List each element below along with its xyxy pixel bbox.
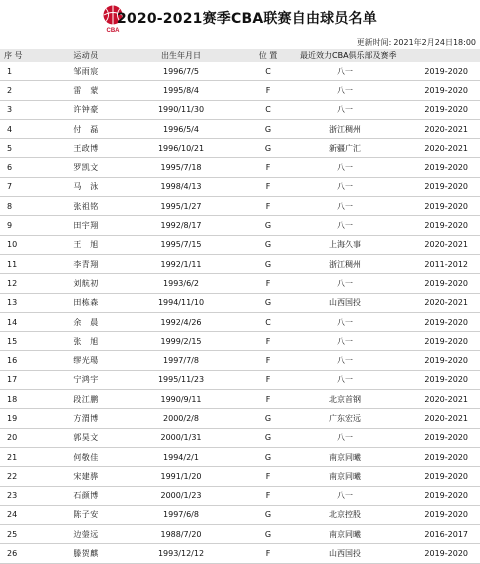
cell-player-name: 许钟豪 xyxy=(46,100,126,119)
cell-season: 2019-2020 xyxy=(390,544,480,563)
cell-club: 新疆广汇 xyxy=(300,139,390,158)
cell-position: F xyxy=(236,370,300,389)
cell-season: 2019-2020 xyxy=(390,505,480,524)
cell-birthdate: 1995/1/27 xyxy=(126,197,236,216)
cell-player-name: 刘航初 xyxy=(46,274,126,293)
cell-club: 广东宏远 xyxy=(300,409,390,428)
cell-position: F xyxy=(236,544,300,563)
cell-club: 八一 xyxy=(300,332,390,351)
cell-player-name: 余 晨 xyxy=(46,312,126,331)
cell-club: 八一 xyxy=(300,158,390,177)
cell-birthdate: 1995/11/23 xyxy=(126,370,236,389)
cell-club: 南京同曦 xyxy=(300,467,390,486)
cell-index: 21 xyxy=(0,447,46,466)
table-row xyxy=(0,428,480,447)
cell-index: 8 xyxy=(0,197,46,216)
cell-season: 2019-2020 xyxy=(390,100,480,119)
cell-birthdate: 1995/8/4 xyxy=(126,81,236,100)
cell-season: 2016-2017 xyxy=(390,525,480,544)
cell-club: 八一 xyxy=(300,177,390,196)
cell-index: 3 xyxy=(0,100,46,119)
cell-club: 八一 xyxy=(300,81,390,100)
cell-season: 2019-2020 xyxy=(390,467,480,486)
cell-position: F xyxy=(236,197,300,216)
cell-player-name: 滕贺麒 xyxy=(46,544,126,563)
table-row xyxy=(0,81,480,100)
cell-player-name: 缪光瑒 xyxy=(46,351,126,370)
cell-position: G xyxy=(236,525,300,544)
cell-birthdate: 1998/4/13 xyxy=(126,177,236,196)
cell-index: 13 xyxy=(0,293,46,312)
cell-season: 2019-2020 xyxy=(390,177,480,196)
cell-birthdate: 1995/7/18 xyxy=(126,158,236,177)
cell-club: 八一 xyxy=(300,216,390,235)
table-row xyxy=(0,119,480,138)
cell-season: 2019-2020 xyxy=(390,351,480,370)
cell-position: G xyxy=(236,254,300,273)
cell-club: 北京首钢 xyxy=(300,390,390,409)
cell-position: C xyxy=(236,62,300,81)
cell-season: 2019-2020 xyxy=(390,332,480,351)
cell-position: G xyxy=(236,505,300,524)
cell-season: 2019-2020 xyxy=(390,274,480,293)
cell-club: 八一 xyxy=(300,370,390,389)
cell-position: F xyxy=(236,486,300,505)
cell-position: G xyxy=(236,409,300,428)
cell-club: 八一 xyxy=(300,428,390,447)
cell-season: 2019-2020 xyxy=(390,81,480,100)
cell-season: 2020-2021 xyxy=(390,409,480,428)
header-index: 序 号 xyxy=(0,49,46,62)
cell-club: 浙江稠州 xyxy=(300,119,390,138)
cell-position: G xyxy=(236,447,300,466)
cell-index: 12 xyxy=(0,274,46,293)
page-title: 2020-2021赛季CBA联赛自由球员名单 xyxy=(117,11,377,27)
cell-index: 19 xyxy=(0,409,46,428)
cell-birthdate: 1993/6/2 xyxy=(126,274,236,293)
cell-player-name: 李青翔 xyxy=(46,254,126,273)
cell-season: 2019-2020 xyxy=(390,486,480,505)
header-birthdate: 出生年月日 xyxy=(126,49,236,62)
cell-club: 北京控股 xyxy=(300,505,390,524)
cell-club: 八一 xyxy=(300,62,390,81)
cell-index: 24 xyxy=(0,505,46,524)
header-club-season: 最近效力CBA俱乐部及赛季 xyxy=(300,49,480,62)
table-row xyxy=(0,216,480,235)
cell-season: 2020-2021 xyxy=(390,235,480,254)
cell-birthdate: 1996/10/21 xyxy=(126,139,236,158)
table-row xyxy=(0,351,480,370)
cell-club: 八一 xyxy=(300,312,390,331)
cell-position: G xyxy=(236,428,300,447)
cell-player-name: 罗凯文 xyxy=(46,158,126,177)
cell-club: 浙江稠州 xyxy=(300,254,390,273)
cell-birthdate: 1999/2/15 xyxy=(126,332,236,351)
cell-player-name: 段江鹏 xyxy=(46,390,126,409)
cell-player-name: 雷 蒙 xyxy=(46,81,126,100)
table-row xyxy=(0,390,480,409)
cell-player-name: 陈子安 xyxy=(46,505,126,524)
table-row xyxy=(0,505,480,524)
table-row xyxy=(0,177,480,196)
cell-season: 2019-2020 xyxy=(390,158,480,177)
cell-index: 22 xyxy=(0,467,46,486)
cell-birthdate: 2000/1/23 xyxy=(126,486,236,505)
table-row xyxy=(0,544,480,563)
cell-index: 14 xyxy=(0,312,46,331)
cell-club: 山西国投 xyxy=(300,293,390,312)
cell-birthdate: 1991/1/20 xyxy=(126,467,236,486)
cell-position: F xyxy=(236,351,300,370)
cell-birthdate: 1996/5/4 xyxy=(126,119,236,138)
cell-position: G xyxy=(236,216,300,235)
cell-position: C xyxy=(236,100,300,119)
cell-birthdate: 1997/6/8 xyxy=(126,505,236,524)
cell-player-name: 王 旭 xyxy=(46,235,126,254)
cell-player-name: 马 泳 xyxy=(46,177,126,196)
cell-index: 25 xyxy=(0,525,46,544)
cell-player-name: 石颜博 xyxy=(46,486,126,505)
cell-club: 八一 xyxy=(300,274,390,293)
svg-text:CBA: CBA xyxy=(106,28,120,34)
cell-club: 山西国投 xyxy=(300,544,390,563)
cell-season: 2019-2020 xyxy=(390,216,480,235)
cell-birthdate: 1993/12/12 xyxy=(126,544,236,563)
cell-index: 15 xyxy=(0,332,46,351)
cell-club: 八一 xyxy=(300,197,390,216)
table-row xyxy=(0,447,480,466)
cell-index: 17 xyxy=(0,370,46,389)
cell-index: 11 xyxy=(0,254,46,273)
table-row xyxy=(0,467,480,486)
cell-birthdate: 1997/7/8 xyxy=(126,351,236,370)
cell-index: 9 xyxy=(0,216,46,235)
cell-player-name: 宋建骅 xyxy=(46,467,126,486)
cell-player-name: 邹雨宸 xyxy=(46,62,126,81)
cell-index: 20 xyxy=(0,428,46,447)
cell-player-name: 张 旭 xyxy=(46,332,126,351)
cell-club: 八一 xyxy=(300,100,390,119)
cell-player-name: 张祖铭 xyxy=(46,197,126,216)
cell-index: 18 xyxy=(0,390,46,409)
table-row xyxy=(0,235,480,254)
cell-position: F xyxy=(236,332,300,351)
header-position: 位 置 xyxy=(236,49,300,62)
cell-season: 2019-2020 xyxy=(390,312,480,331)
cell-position: G xyxy=(236,119,300,138)
header-player: 运动员 xyxy=(46,49,126,62)
cell-season: 2019-2020 xyxy=(390,447,480,466)
update-label: 更新时间: xyxy=(356,38,392,47)
table-row xyxy=(0,312,480,331)
cell-player-name: 郭昊文 xyxy=(46,428,126,447)
cell-position: G xyxy=(236,139,300,158)
cell-season: 2019-2020 xyxy=(390,62,480,81)
table-row xyxy=(0,197,480,216)
cell-player-name: 付 磊 xyxy=(46,119,126,138)
table-row xyxy=(0,293,480,312)
table-row xyxy=(0,254,480,273)
cell-player-name: 田栋森 xyxy=(46,293,126,312)
update-value: 2021年2月24日18:00 xyxy=(393,38,476,47)
cell-position: F xyxy=(236,177,300,196)
cell-position: F xyxy=(236,467,300,486)
cell-season: 2011-2012 xyxy=(390,254,480,273)
table-row xyxy=(0,525,480,544)
cell-index: 7 xyxy=(0,177,46,196)
cell-birthdate: 1994/11/10 xyxy=(126,293,236,312)
table-header-row xyxy=(0,49,480,62)
cell-birthdate: 2000/1/31 xyxy=(126,428,236,447)
table-row xyxy=(0,158,480,177)
cell-player-name: 方渭博 xyxy=(46,409,126,428)
cell-birthdate: 1990/11/30 xyxy=(126,100,236,119)
cell-position: F xyxy=(236,390,300,409)
table-row xyxy=(0,139,480,158)
cell-player-name: 王政博 xyxy=(46,139,126,158)
cell-index: 23 xyxy=(0,486,46,505)
cell-club: 八一 xyxy=(300,486,390,505)
cell-position: G xyxy=(236,293,300,312)
free-agent-table xyxy=(0,49,480,564)
cell-season: 2020-2021 xyxy=(390,119,480,138)
cell-index: 5 xyxy=(0,139,46,158)
cell-season: 2019-2020 xyxy=(390,370,480,389)
update-time xyxy=(0,36,480,49)
cell-index: 10 xyxy=(0,235,46,254)
cell-club: 上海久事 xyxy=(300,235,390,254)
cell-birthdate: 1995/7/15 xyxy=(126,235,236,254)
cell-birthdate: 1992/1/11 xyxy=(126,254,236,273)
table-row xyxy=(0,100,480,119)
cell-player-name: 宁鸿宇 xyxy=(46,370,126,389)
cell-season: 2020-2021 xyxy=(390,390,480,409)
cell-index: 1 xyxy=(0,62,46,81)
cell-position: F xyxy=(236,158,300,177)
cell-birthdate: 1992/4/26 xyxy=(126,312,236,331)
cell-index: 4 xyxy=(0,119,46,138)
cell-birthdate: 2000/2/8 xyxy=(126,409,236,428)
cell-player-name: 边蓥远 xyxy=(46,525,126,544)
cell-club: 八一 xyxy=(300,351,390,370)
cell-birthdate: 1996/7/5 xyxy=(126,62,236,81)
table-row xyxy=(0,370,480,389)
header xyxy=(0,0,480,36)
cell-club: 南京同曦 xyxy=(300,525,390,544)
cell-birthdate: 1994/2/1 xyxy=(126,447,236,466)
cell-index: 16 xyxy=(0,351,46,370)
cell-position: F xyxy=(236,81,300,100)
cell-season: 2020-2021 xyxy=(390,293,480,312)
cell-player-name: 何敬佳 xyxy=(46,447,126,466)
cell-index: 6 xyxy=(0,158,46,177)
cell-position: G xyxy=(236,235,300,254)
table-row xyxy=(0,409,480,428)
cell-birthdate: 1988/7/20 xyxy=(126,525,236,544)
table-row xyxy=(0,486,480,505)
cell-player-name: 田宇翔 xyxy=(46,216,126,235)
table-row xyxy=(0,62,480,81)
cell-season: 2019-2020 xyxy=(390,428,480,447)
cell-season: 2019-2020 xyxy=(390,197,480,216)
cell-position: C xyxy=(236,312,300,331)
cell-position: F xyxy=(236,274,300,293)
cell-birthdate: 1990/9/11 xyxy=(126,390,236,409)
table-row xyxy=(0,332,480,351)
cell-season: 2020-2021 xyxy=(390,139,480,158)
cell-index: 2 xyxy=(0,81,46,100)
cell-birthdate: 1992/8/17 xyxy=(126,216,236,235)
cell-index: 26 xyxy=(0,544,46,563)
table-row xyxy=(0,274,480,293)
cell-club: 南京同曦 xyxy=(300,447,390,466)
